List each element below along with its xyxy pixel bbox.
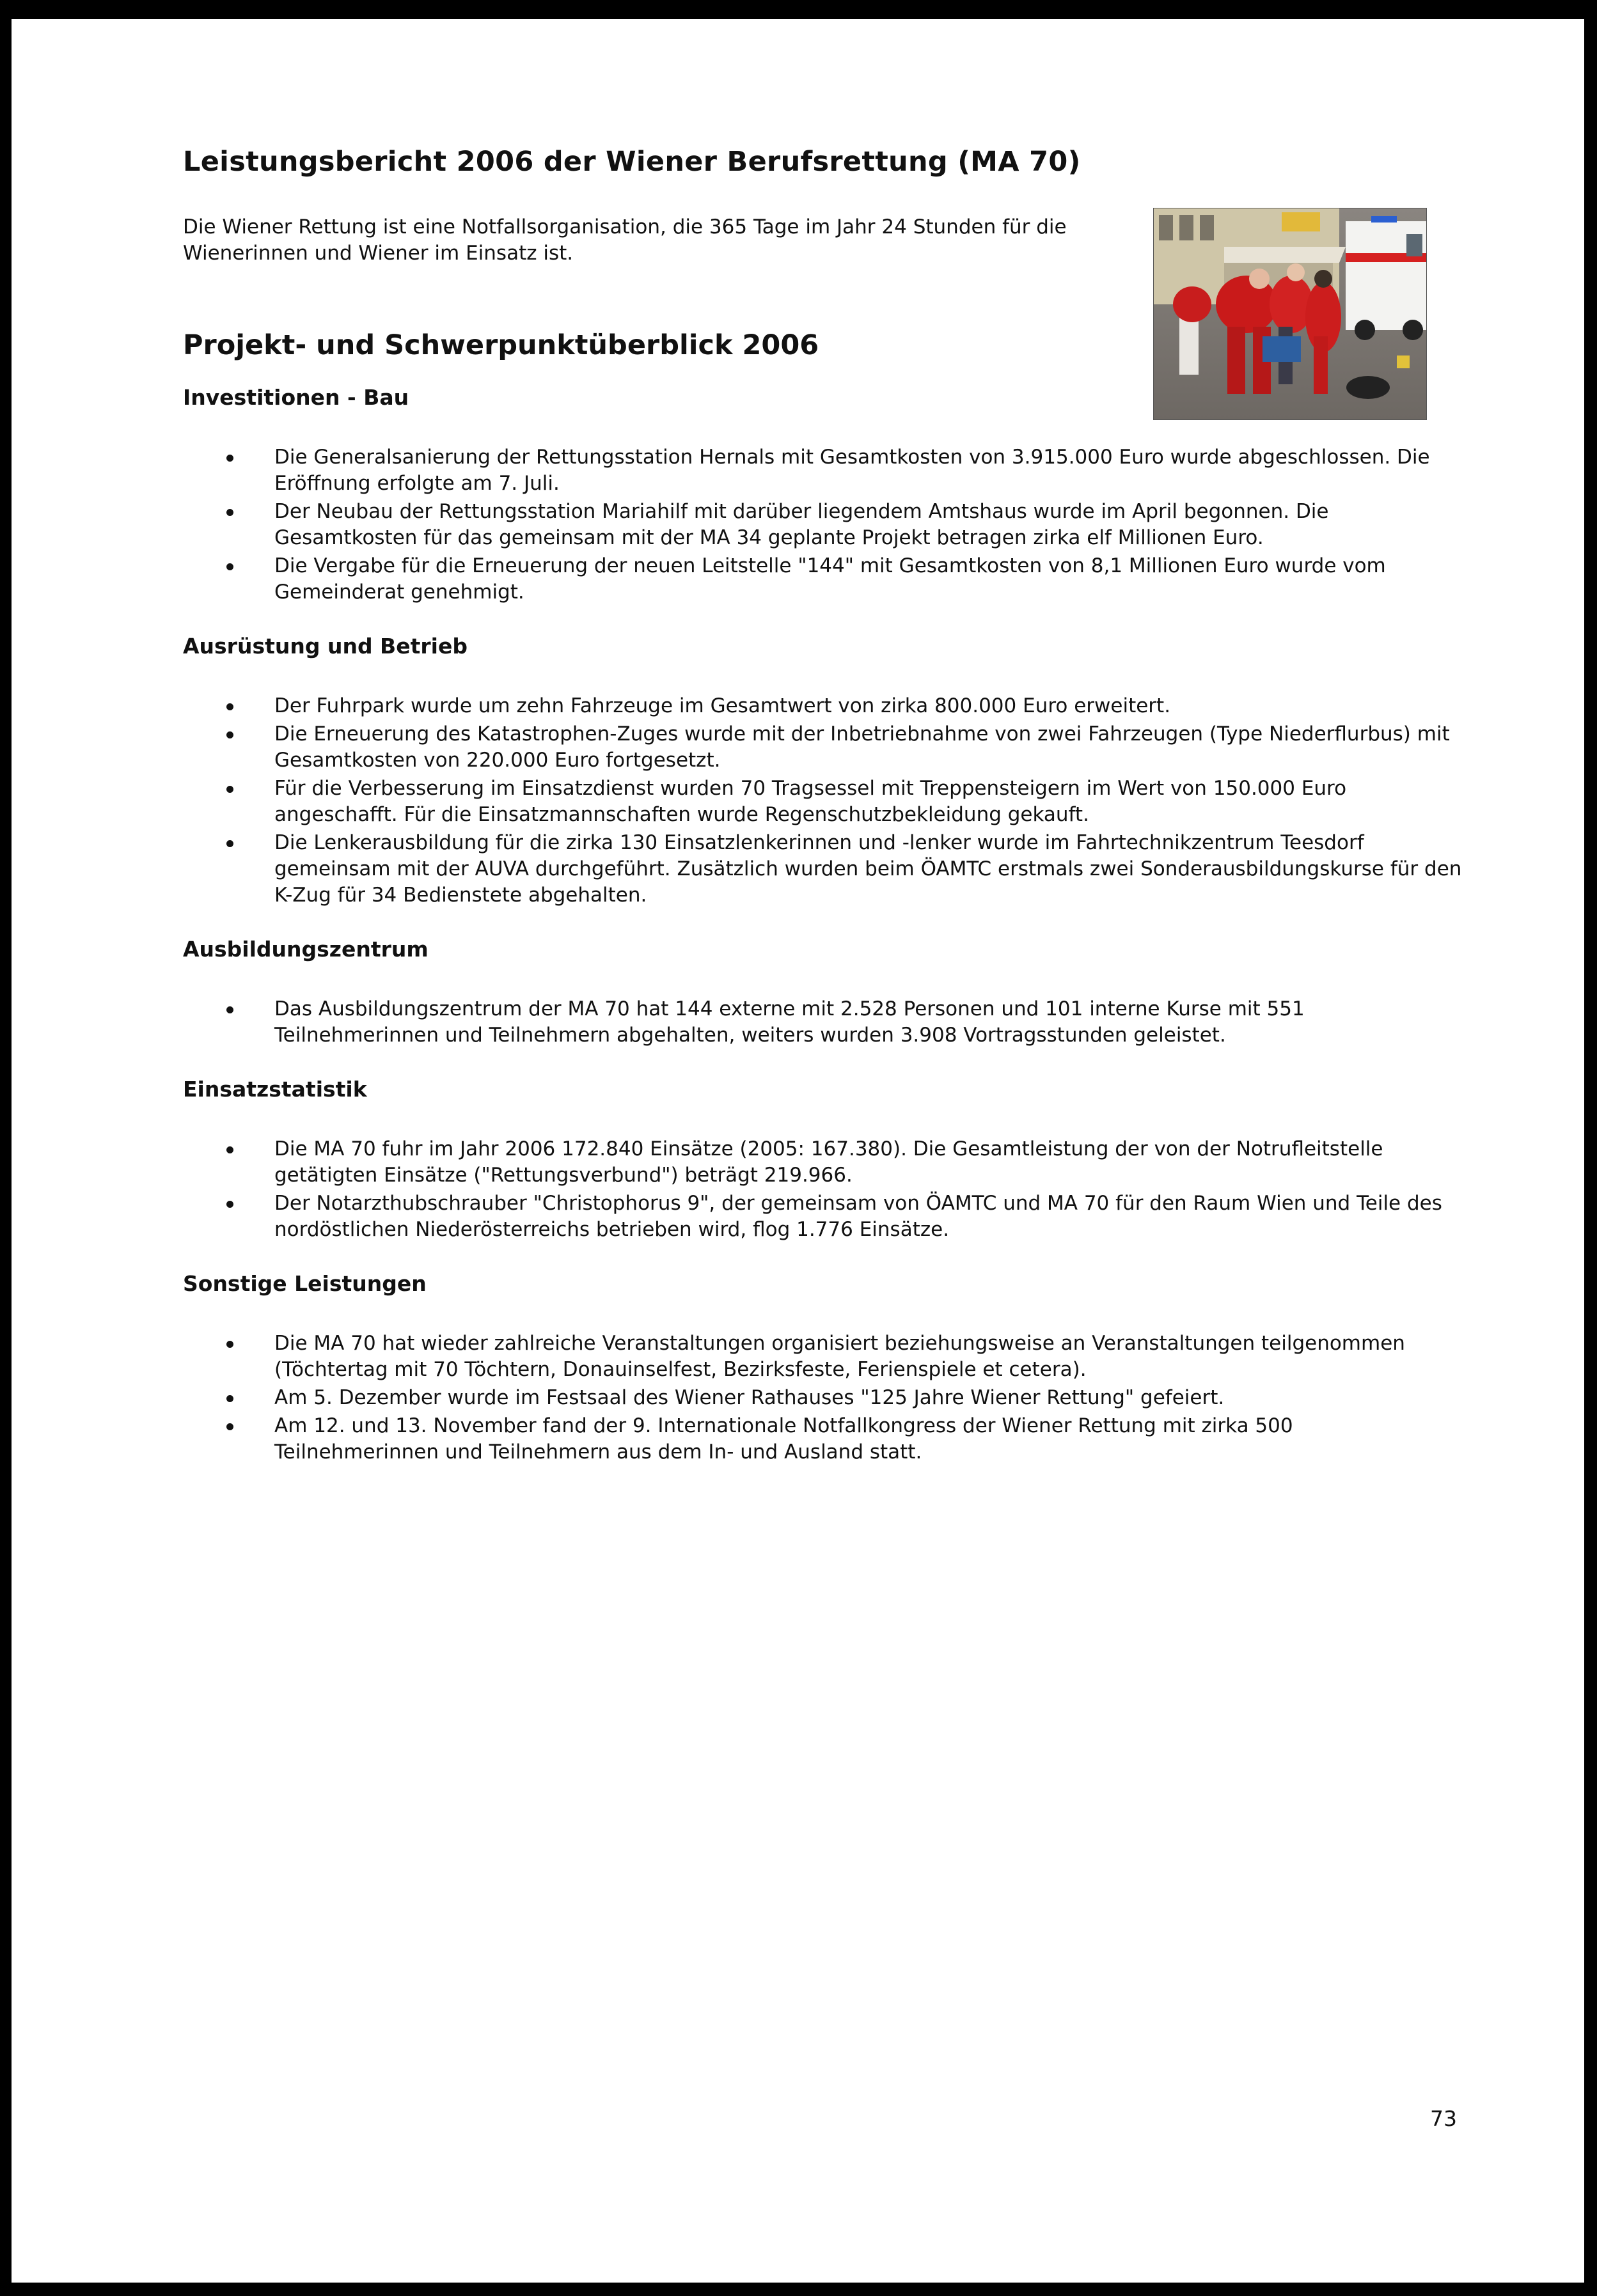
section-overview-title: Projekt- und Schwerpunktüberblick 2006 <box>183 329 819 361</box>
bullet-icon <box>226 455 233 462</box>
list-item: Die Erneuerung des Katastrophen-Zuges wurde mit der Inbetriebnahme von zwei Fahrzeugen (Type Niederflurbus) mit Gesamtkosten von 220.000 Euro fortgesetzt. <box>183 721 1462 774</box>
list-ausbildungszentrum <box>183 996 1462 1049</box>
bullet-icon <box>226 509 233 516</box>
bullet-icon <box>226 731 233 738</box>
bullet-icon <box>226 1146 233 1153</box>
heading-sonstige: Sonstige Leistungen <box>183 1271 427 1296</box>
list-einsatzstatistik <box>183 1136 1462 1243</box>
list-sonstige <box>183 1331 1462 1465</box>
document-page <box>12 19 1584 2283</box>
list-item: Die Vergabe für die Erneuerung der neuen Leitstelle "144" mit Gesamtkosten von 8,1 Millionen Euro wurde vom Gemeinderat genehmigt. <box>183 553 1462 605</box>
heading-ausruestung: Ausrüstung und Betrieb <box>183 634 468 659</box>
intro-text: Die Wiener Rettung ist eine Notfallsorganisation, die 365 Tage im Jahr 24 Stunden für die Wienerinnen und Wiener im Einsatz ist. <box>183 215 1067 265</box>
heading-ausbildungszentrum: Ausbildungszentrum <box>183 937 429 962</box>
rescue-scene-photo <box>1153 208 1427 420</box>
bullet-icon <box>226 840 233 847</box>
page-title: Leistungsbericht 2006 der Wiener Berufsrettung (MA 70) <box>183 146 1081 178</box>
list-item: Der Notarzthubschrauber "Christophorus 9", der gemeinsam von ÖAMTC und MA 70 für den Raum Wien und Teile des nordöstlichen Niederösterreichs betrieben wird, flog 1.776 Einsätze. <box>183 1191 1462 1243</box>
rescue-scene-photo-icon <box>1154 208 1426 419</box>
list-item: Die MA 70 hat wieder zahlreiche Veranstaltungen organisiert beziehungsweise an Veranstaltungen teilgenommen (Töchtertag mit 70 Töchtern, Donauinselfest, Bezirksfeste, Ferienspiele et cetera). <box>183 1331 1462 1383</box>
bullet-icon <box>226 1423 233 1430</box>
list-item: Der Neubau der Rettungsstation Mariahilf mit darüber liegendem Amtshaus wurde im April begonnen. Die Gesamtkosten für das gemeinsam mit der MA 34 geplante Projekt betragen zirka elf Millionen Euro. <box>183 499 1462 551</box>
list-investitionen <box>183 444 1462 605</box>
bullet-icon <box>226 703 233 710</box>
bullet-icon <box>226 563 233 570</box>
list-item: Die Generalsanierung der Rettungsstation Hernals mit Gesamtkosten von 3.915.000 Euro wurde abgeschlossen. Die Eröffnung erfolgte am 7. Juli. <box>183 444 1462 497</box>
bullet-icon <box>226 1395 233 1402</box>
list-item: Am 5. Dezember wurde im Festsaal des Wiener Rathauses "125 Jahre Wiener Rettung" gefeiert. <box>183 1385 1462 1411</box>
list-ausruestung <box>183 693 1462 909</box>
list-item: Die Lenkerausbildung für die zirka 130 Einsatzlenkerinnen und -lenker wurde im Fahrtechnikzentrum Teesdorf gemeinsam mit der AUVA durchgeführt. Zusätzlich wurden beim ÖAMTC erstmals zwei Sonderausbildungskurse für den K-Zug für 34 Bedienstete abgehalten. <box>183 830 1462 909</box>
list-item: Am 12. und 13. November fand der 9. Internationale Notfallkongress der Wiener Rettung mit zirka 500 Teilnehmerinnen und Teilnehmern aus dem In- und Ausland statt. <box>183 1413 1462 1465</box>
heading-einsatzstatistik: Einsatzstatistik <box>183 1077 367 1102</box>
heading-investitionen: Investitionen - Bau <box>183 385 409 410</box>
page-number: 73 <box>1430 2106 1457 2131</box>
list-item: Für die Verbesserung im Einsatzdienst wurden 70 Tragsessel mit Treppensteigern im Wert von 150.000 Euro angeschafft. Für die Einsatzmannschaften wurde Regenschutzbekleidung gekauft. <box>183 776 1462 828</box>
bullet-icon <box>226 786 233 793</box>
bullet-icon <box>226 1201 233 1208</box>
bullet-icon <box>226 1006 233 1013</box>
bullet-icon <box>226 1341 233 1348</box>
list-item: Der Fuhrpark wurde um zehn Fahrzeuge im Gesamtwert von zirka 800.000 Euro erweitert. <box>183 693 1462 719</box>
list-item: Die MA 70 fuhr im Jahr 2006 172.840 Einsätze (2005: 167.380). Die Gesamtleistung der von der Notrufleitstelle getätigten Einsätze ("Rettungsverbund") beträgt 219.966. <box>183 1136 1462 1189</box>
list-item: Das Ausbildungszentrum der MA 70 hat 144 externe mit 2.528 Personen und 101 interne Kurse mit 551 Teilnehmerinnen und Teilnehmern abgehalten, weiters wurden 3.908 Vortragsstunden geleistet. <box>183 996 1462 1049</box>
